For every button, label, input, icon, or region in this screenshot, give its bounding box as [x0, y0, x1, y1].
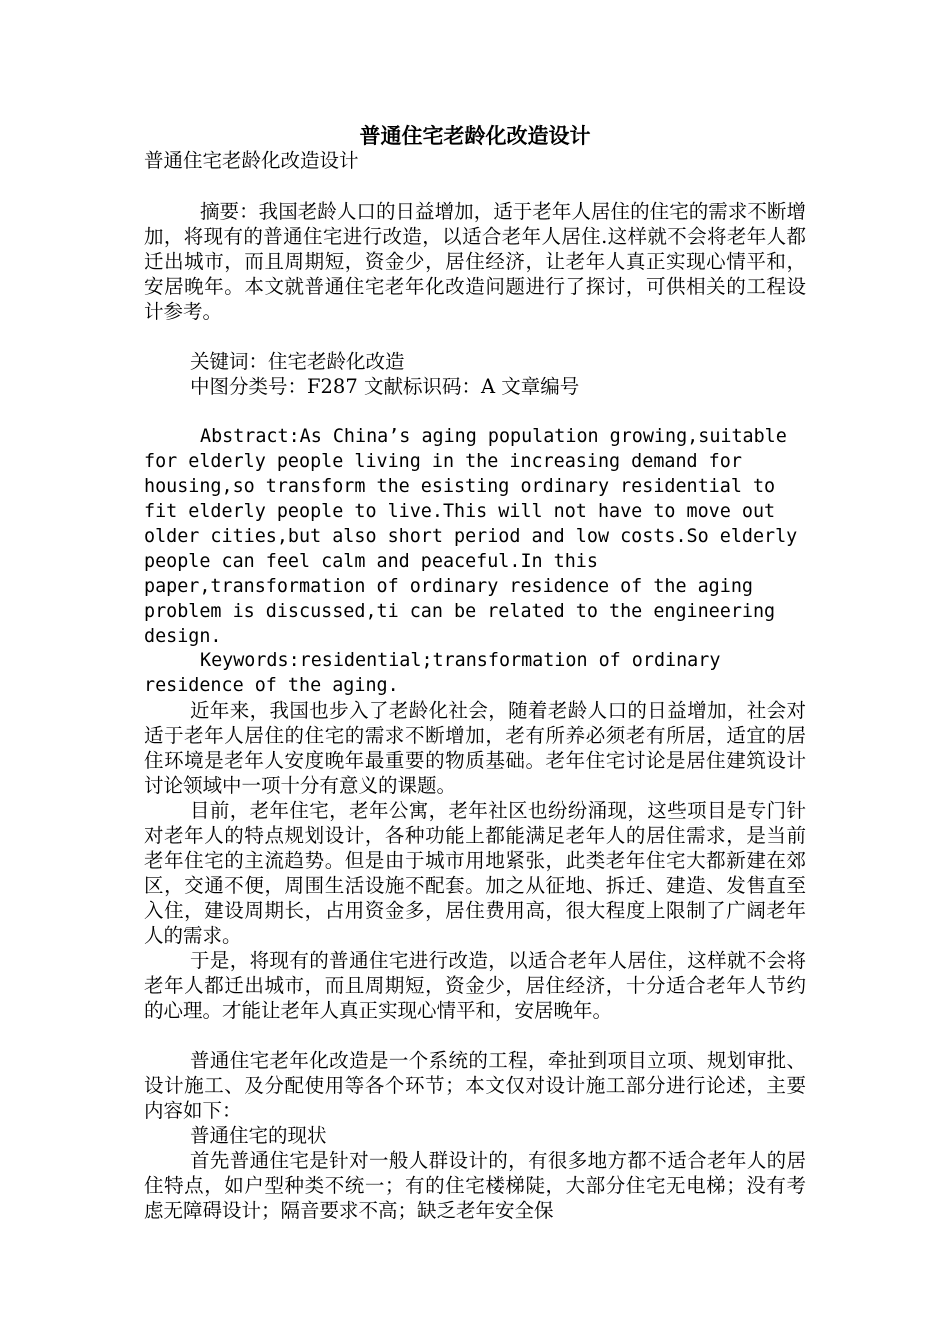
abstract-english: Abstract:As China’s aging population growing,suitable for elderly people living in the increasing demand for housing,so transform the esisting ordinary residential to fit elderly people to live.This will not have to move out older cities,but also short period and low costs.So elderly people can feel calm and peaceful.In this paper,transformation of ordinary residence of the aging problem is discussed,ti can be related to the engineering design. — [144, 426, 798, 647]
abstract-chinese: 摘要：我国老龄人口的日益增加，适于老年人居住的住宅的需求不断增加，将现有的普通住宅进行改造，以适合老年人居住.这样就不会将老年人都迁出城市，而且周期短，资金少，居住经济，让老年人真正实现心情平和，安居晚年。本文就普通住宅老年化改造问题进行了探讨，可供相关的工程设计参考。 — [144, 200, 806, 323]
body-paragraph-intro: 近年来，我国也步入了老龄化社会，随着老龄人口的日益增加，社会对适于老年人居住的住宅的需求不断增加，老有所养必须老有所居，适宜的居住环境是老年人安度晚年最重要的物质基础。老年住宅讨论是居住建筑设计讨论领域中一项十分有意义的课题。 — [144, 699, 806, 797]
document-subtitle: 普通住宅老龄化改造设计 — [144, 149, 359, 172]
document-title: 普通住宅老龄化改造设计 — [359, 123, 591, 148]
keywords-chinese: 关键词：住宅老龄化改造 — [190, 350, 405, 373]
body-paragraph-current: 目前，老年住宅，老年公寓，老年社区也纷纷涌现，这些项目是专门针对老年人的特点规划设计，各种功能上都能满足老年人的居住需求，是当前老年住宅的主流趋势。但是由于城市用地紧张，此类老年住宅大都新建在郊区，交通不便，周围生活设施不配套。加之从征地、拆迁、建造、发售直至入住，建设周期长，占用资金多，居住费用高，很大程度上限制了广阔老年人的需求。 — [144, 799, 806, 947]
keywords-english: Keywords:residential;transformation of ordinary residence of the aging. — [144, 650, 721, 696]
section-heading: 普通住宅的现状 — [190, 1124, 327, 1147]
classification-line: 中图分类号：F287 文献标识码：A 文章编号 — [190, 375, 580, 398]
body-paragraph-reform: 于是，将现有的普通住宅进行改造，以适合老年人居住，这样就不会将老年人都迁出城市，而且周期短，资金少，居住经济，十分适合老年人节约的心理。才能让老年人真正实现心情平和，安居晚年。 — [144, 949, 806, 1022]
section-paragraph: 首先普通住宅是针对一般人群设计的，有很多地方都不适合老年人的居住特点，如户型种类不统一；有的住宅楼梯陡，大部分住宅无电梯；没有考虑无障碍设计；隔音要求不高；缺乏老年安全保 — [144, 1149, 806, 1222]
body-paragraph-scope: 普通住宅老年化改造是一个系统的工程，牵扯到项目立项、规划审批、设计施工、及分配使用等各个环节；本文仅对设计施工部分进行论述，主要内容如下： — [144, 1049, 806, 1122]
